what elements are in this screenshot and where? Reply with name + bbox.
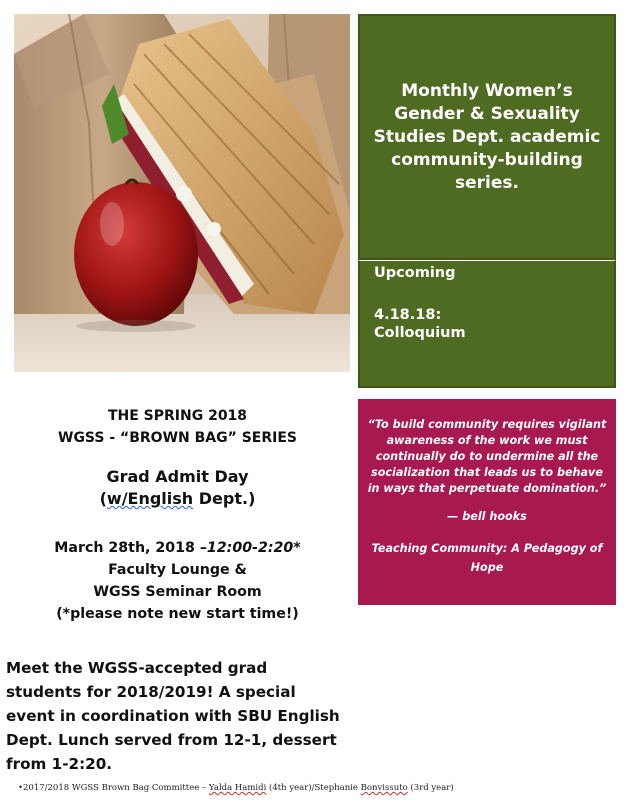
series-title-line1: THE SPRING 2018 xyxy=(107,408,248,424)
event-date: March 28th, 2018 – xyxy=(54,540,207,556)
event-time: 12:00-2:20* xyxy=(206,540,301,556)
quote-source: Teaching Community: A Pedagogy of Hope xyxy=(371,542,603,574)
quote-text: “To build community requires vigilant awareness of the work we must continually do to undermine all the socialization that leads us to behave in ways that perpetuate domination.” xyxy=(367,418,607,495)
event-location-2: WGSS Seminar Room xyxy=(93,584,262,600)
upcoming-event: Colloquium xyxy=(374,325,466,341)
event-subtitle: (w/English Dept.) xyxy=(99,489,256,508)
brown-bag-lunch-photo xyxy=(14,14,350,372)
event-details xyxy=(10,537,345,625)
event-note: (*please note new start time!) xyxy=(56,606,299,622)
lunch-illustration xyxy=(14,14,350,372)
series-title xyxy=(10,405,345,449)
series-description-box xyxy=(358,14,616,260)
upcoming-label: Upcoming xyxy=(374,265,456,281)
event-name: Grad Admit Day xyxy=(106,467,249,486)
series-title-line2: WGSS - “BROWN BAG” SERIES xyxy=(58,430,297,446)
event-datetime xyxy=(10,537,345,559)
upcoming-date: 4.18.18: xyxy=(374,307,442,323)
committee-footer: •2017/2018 WGSS Brown Bag Committee – Yalda Hamidi (4th year)/Stephanie Bonvissuto (3rd year) xyxy=(18,783,454,793)
event-description: Meet the WGSS-accepted grad students for 2018/2019! A special event in coordination with SBU English Dept. Lunch served from 12-1, dessert from 1-2:20. xyxy=(6,659,340,773)
upcoming-box xyxy=(358,260,616,388)
committee-member-1: Yalda Hamidi xyxy=(208,783,267,793)
event-location-1: Faculty Lounge & xyxy=(108,562,247,578)
series-tagline: Monthly Women’s Gender & Sexuality Studies Dept. academic community-building series. xyxy=(373,80,601,193)
quote-box xyxy=(358,399,616,605)
event-subtitle-word: w/English xyxy=(106,489,194,508)
event-title xyxy=(10,466,345,510)
quote-author: — bell hooks xyxy=(447,510,527,523)
committee-member-2: Bonvissuto xyxy=(360,783,408,793)
